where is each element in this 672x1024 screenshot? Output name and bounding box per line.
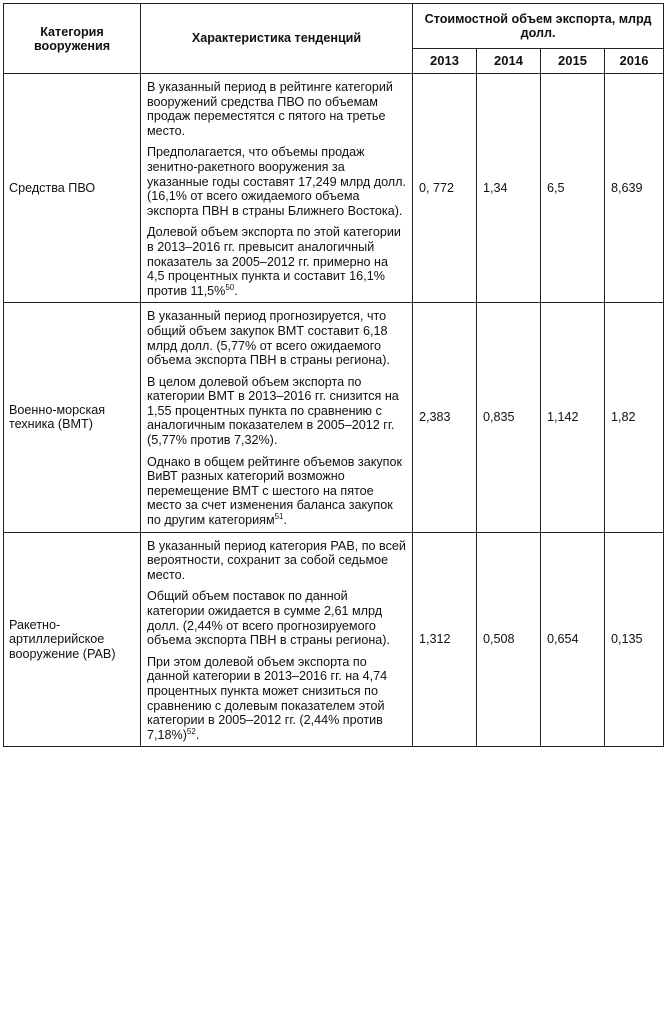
header-year: 2013: [413, 49, 477, 74]
trend-paragraph: [147, 655, 406, 743]
trend-paragraph: В указанный период категория РАВ, по всей вероятности, сохранит за собой седьмое место.: [147, 538, 406, 582]
trend-paragraph: [147, 225, 406, 298]
header-year: 2015: [541, 49, 605, 74]
paragraph-tail: .: [283, 513, 288, 528]
paragraph-text: При этом долевой объем экспорта по данной категории в 2013–2016 гг. на 4,74 процентных пункта может снизиться по сравнению с долевым показателем этой категории в 2005–2012 гг. (2,44% против 7,18%): [147, 654, 388, 742]
header-category: Категория вооружения: [4, 4, 141, 74]
trend-paragraph: В указанный период прогнозируется, что общий объем закупок ВМТ составит 6,18 млрд долл. (5,77% от всего ожидаемого объема экспорта ПВН в страны региона).: [147, 309, 390, 368]
trend-paragraph: Общий объем поставок по данной категории ожидается в сумме 2,61 млрд долл. (2,44% от всего прогнозируемого объема экспорта ПВН в страны региона).: [147, 589, 390, 648]
export-table: [3, 3, 664, 747]
header-year: 2014: [477, 49, 541, 74]
paragraph-tail: .: [234, 283, 238, 298]
paragraph-tail: .: [195, 727, 200, 742]
trend-paragraph: [147, 455, 406, 528]
table-row: [4, 532, 664, 747]
footnote-ref: 50: [225, 282, 235, 292]
header-export-value: Стоимостной объем экспорта, млрд долл.: [413, 4, 664, 49]
table-row: [4, 74, 664, 303]
value-cell-2013: 2,383: [413, 303, 477, 532]
category-cell: Средства ПВО: [4, 74, 141, 303]
paragraph-text: Однако в общем рейтинге объемов закупок ВиВТ разных категорий возможно перемещение ВМТ с шестого на пятое место за счет изменения баланса закупок по другим категориям: [147, 454, 402, 528]
header-description: Характеристика тенденций: [141, 4, 413, 74]
value-cell-2014: 0,508: [477, 532, 541, 747]
value-cell-2013: 0, 772: [413, 74, 477, 303]
trend-description-cell: [141, 74, 413, 303]
value-cell-2014: 1,34: [477, 74, 541, 303]
table-row: [4, 303, 664, 532]
trend-description-cell: [141, 303, 413, 532]
value-cell-2016: 8,639: [605, 74, 664, 303]
footnote-ref: 51: [274, 512, 284, 522]
category-cell: Ракетно-артиллерийское вооружение (РАВ): [4, 532, 141, 747]
value-cell-2013: 1,312: [413, 532, 477, 747]
value-cell-2016: 0,135: [605, 532, 664, 747]
value-cell-2015: 1,142: [541, 303, 605, 532]
value-cell-2015: 6,5: [541, 74, 605, 303]
header-row: [4, 4, 664, 49]
value-cell-2015: 0,654: [541, 532, 605, 747]
trend-paragraph: В указанный период в рейтинге категорий вооружений средства ПВО по объемам продаж переместятся с пятого на третье место.: [147, 80, 393, 138]
trend-description-cell: [141, 532, 413, 747]
header-year: 2016: [605, 49, 664, 74]
category-cell: Военно-морская техника (ВМТ): [4, 303, 141, 532]
trend-paragraph: Предполагается, что объемы продаж зенитно-ракетного вооружения за указанные годы составят 17,249 млрд долл. (16,1% от всего ожидаемого объема экспорта ПВН в страны Ближнего Востока).: [147, 145, 406, 218]
value-cell-2016: 1,82: [605, 303, 664, 532]
footnote-ref: 52: [186, 726, 196, 736]
value-cell-2014: 0,835: [477, 303, 541, 532]
trend-paragraph: В целом долевой объем экспорта по категории ВМТ в 2013–2016 гг. снизится на 1,55 процентных пункта по сравнению с аналогичным показателем в 2005–2012 гг. (5,77% против 7,32%).: [147, 374, 399, 448]
paragraph-text: Долевой объем экспорта по этой категории в 2013–2016 гг. превысит аналогичный показатель за 2005–2012 гг. примерно на 4,5 процентных пункта и составит 16,1% против 11,5%: [147, 225, 401, 298]
